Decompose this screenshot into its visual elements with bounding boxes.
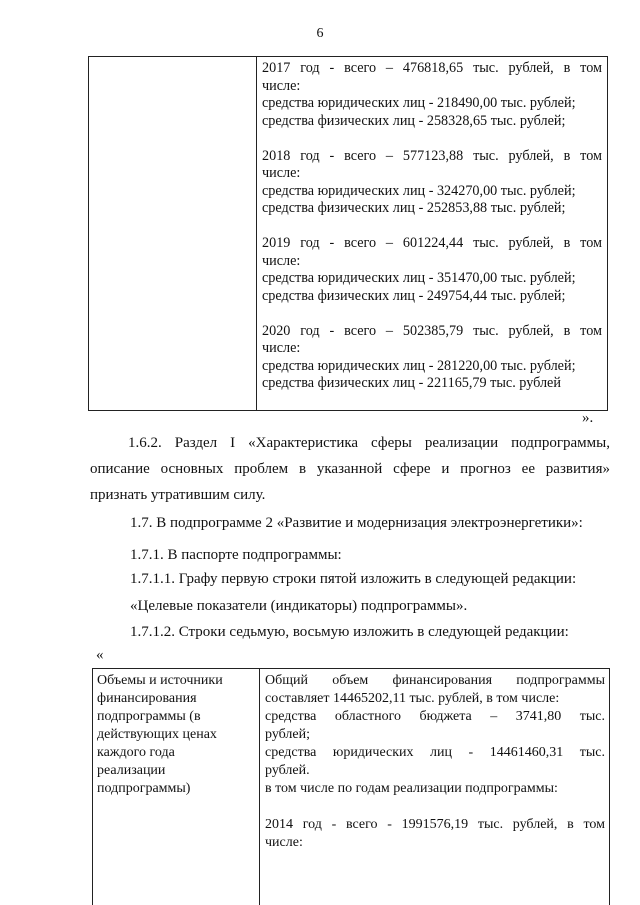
individuals-line: средства физических лиц - 221165,79 тыс. рублей: [262, 375, 561, 391]
header-line: каждого года: [97, 745, 175, 760]
closing-quote: ».: [582, 410, 594, 426]
paragraph-line: признать утратившим силу.: [90, 487, 266, 503]
year-total-cont: числе:: [262, 340, 301, 356]
text-line: числе:: [265, 835, 303, 850]
financing-table-continued: [88, 56, 608, 411]
text-line: рублей;: [265, 727, 310, 742]
year-total-cont: числе:: [262, 77, 301, 94]
opening-quote: «: [96, 647, 104, 663]
year-total-cont: числе:: [262, 252, 301, 269]
individuals-line: средства физических лиц - 258328,65 тыс. рублей;: [262, 112, 566, 129]
header-line: подпрограммы (в: [97, 709, 201, 724]
text-line: в том числе по годам реализации подпрограммы:: [265, 781, 558, 796]
column-divider: [256, 57, 257, 410]
subprogram-passport-table: [92, 668, 610, 905]
paragraph-1-7-1: 1.7.1. В паспорте подпрограммы:: [130, 547, 342, 563]
legal-entities-line: средства юридических лиц - 281220,00 тыс. рублей;: [262, 357, 576, 374]
spacer: [265, 798, 605, 816]
text-line: 2014 год - всего - 1991576,19 тыс. рублей, в том: [265, 817, 605, 832]
legal-entities-line: средства юридических лиц - 324270,00 тыс. рублей;: [262, 182, 576, 199]
row-header-cell: [97, 672, 255, 798]
text-line: составляет 14465202,11 тыс. рублей, в том числе:: [265, 691, 560, 706]
column-divider: [259, 669, 260, 905]
text-line: средства областного бюджета – 3741,80 тыс.: [265, 709, 605, 724]
page-number: 6: [316, 26, 324, 41]
header-line: Объемы и источники: [97, 673, 223, 688]
text-line: Общий объем финансирования подпрограммы: [265, 673, 605, 688]
text-line: рублей.: [265, 763, 310, 778]
year-block-2020: [262, 323, 602, 393]
header-line: подпрограммы): [97, 781, 191, 796]
paragraph-1-7: 1.7. В подпрограмме 2 «Развитие и модернизация электроэнергетики»:: [130, 515, 583, 531]
paragraph-1-7-1-2: 1.7.1.2. Строки седьмую, восьмую изложить в следующей редакции:: [130, 624, 569, 640]
paragraph-1-7-1-1: 1.7.1.1. Графу первую строки пятой изложить в следующей редакции:: [130, 571, 577, 587]
year-total-line: 2019 год - всего – 601224,44 тыс. рублей, в том: [262, 235, 602, 251]
year-total-line: 2020 год - всего – 502385,79 тыс. рублей, в том: [262, 322, 602, 339]
individuals-line: средства физических лиц - 252853,88 тыс. рублей;: [262, 200, 566, 216]
legal-entities-line: средства юридических лиц - 351470,00 тыс. рублей;: [262, 270, 576, 286]
header-line: реализации: [97, 763, 166, 778]
financing-details-cell: [265, 672, 605, 852]
yearly-financing-cell: [262, 60, 602, 410]
paragraph-line: описание основных проблем в указанной сфере и прогноз ее развития»: [90, 461, 610, 477]
individuals-line: средства физических лиц - 249754,44 тыс. рублей;: [262, 287, 566, 304]
legal-entities-line: средства юридических лиц - 218490,00 тыс. рублей;: [262, 95, 576, 111]
paragraph-quote-indicators: «Целевые показатели (индикаторы) подпрограммы».: [130, 598, 468, 614]
paragraph-1-6-2: [90, 430, 610, 508]
header-line: финансирования: [97, 691, 197, 706]
year-block-2018: [262, 148, 602, 218]
year-total-cont: числе:: [262, 165, 301, 181]
header-line: действующих ценах: [97, 727, 217, 742]
year-total-line: 2018 год - всего – 577123,88 тыс. рублей, в том: [262, 147, 602, 164]
year-block-2017: [262, 60, 602, 130]
text-line: средства юридических лиц - 14461460,31 тыс.: [265, 745, 605, 760]
paragraph-line: 1.6.2. Раздел I «Характеристика сферы реализации подпрограммы,: [128, 435, 610, 451]
year-total-line: 2017 год - всего – 476818,65 тыс. рублей, в том: [262, 60, 602, 76]
year-block-2019: [262, 235, 602, 305]
